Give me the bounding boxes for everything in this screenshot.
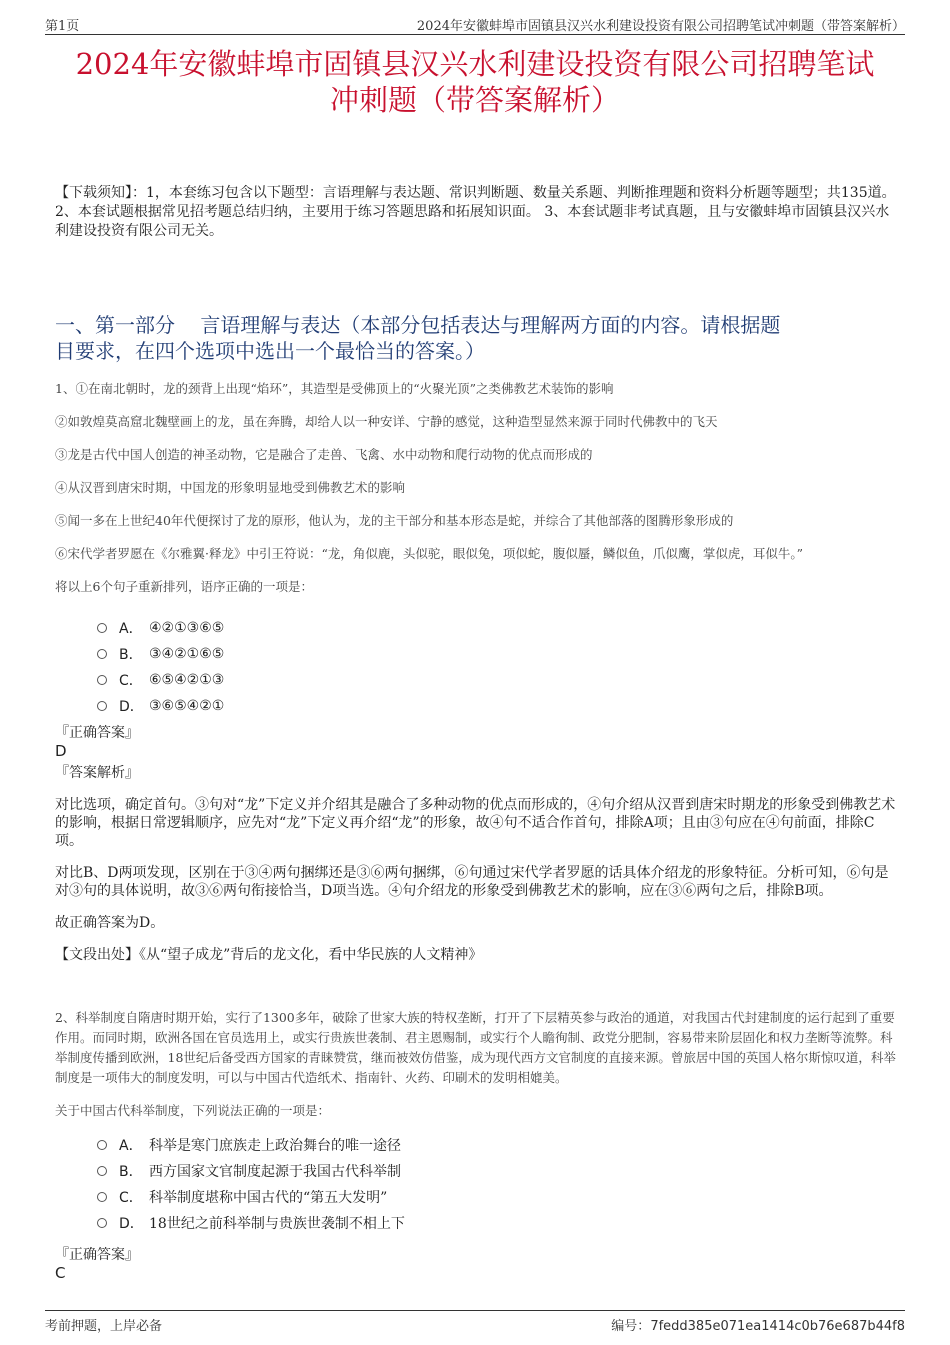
q1-sentence-5: ⑤闻一多在上世纪40年代便探讨了龙的原形，他认为，龙的主干部分和基本形态是蛇，并综合了其他部落的图腾形象形成的: [55, 513, 734, 528]
option-text: ③⑥⑤④②①: [149, 698, 225, 714]
radio-icon[interactable]: [97, 1166, 107, 1176]
q2-answer: C: [55, 1263, 66, 1282]
section-heading: [55, 312, 902, 364]
q1-analysis-label: 『答案解析』: [55, 765, 139, 781]
q1-source: 【文段出处】《从“望子成龙”背后的龙文化，看中华民族的人文精神》: [55, 947, 483, 963]
radio-icon[interactable]: [97, 1140, 107, 1150]
q1-sentence-2: ②如敦煌莫高窟北魏壁画上的龙，虽在奔腾，却给人以一种安详、宁静的感觉，这种造型显然来源于同时代佛教中的飞天: [55, 414, 718, 429]
option-text: 西方国家文官制度起源于我国古代科举制: [149, 1163, 401, 1180]
q1-analysis-para-3: 故正确答案为D。: [55, 915, 165, 931]
section-heading-line-2: 目要求，在四个选项中选出一个最恰当的答案。）: [55, 339, 485, 363]
option-letter: A．: [119, 621, 143, 637]
q2-option-a[interactable]: [97, 1132, 902, 1158]
title-line-1: 2024年安徽蚌埠市固镇县汉兴水利建设投资有限公司招聘笔试: [75, 47, 875, 81]
radio-icon[interactable]: [97, 623, 107, 633]
option-text: 18世纪之前科举制与贵族世袭制不相上下: [149, 1215, 405, 1232]
q1-option-c[interactable]: [97, 667, 902, 693]
footer-code-value: 7fedd385e071ea1414c0b76e687b44f8: [650, 1319, 905, 1334]
option-letter: D．: [119, 699, 144, 715]
q1-sentence-1: 1、①在南北朝时，龙的颈背上出现“焰环”，其造型是受佛顶上的“火聚光顶”之类佛教艺术装饰的影响: [55, 381, 614, 396]
q1-analysis-para-2: 对比B、D两项发现，区别在于③④两句捆绑还是③⑥两句捆绑，⑥句通过宋代学者罗愿的话具体介绍龙的形象特征。分析可知，⑥句是对③句的具体说明，故③⑥两句衔接恰当，D项当选。④句介绍龙的形象受到佛教艺术的影响，应在③⑥两句之后，排除B项。: [55, 865, 889, 899]
footer-code: [611, 1315, 905, 1334]
q1-option-d[interactable]: [97, 693, 902, 719]
q2-option-c[interactable]: [97, 1184, 902, 1210]
title-line-2: 冲刺题（带答案解析）: [329, 83, 620, 117]
page-number: 第1页: [45, 19, 80, 34]
download-notice: 【下载须知】：1，本套练习包含以下题型：言语理解与表达题、常识判断题、数量关系题、判断推理题和资料分析题等题型；共135道。 2、本套试题根据常见招考题总结归纳，主要用于练习答题思路和拓展知识面。 3、本套试题非考试真题，且与安徽蚌埠市固镇县汉兴水利建设投资有限公司无关。: [55, 185, 896, 239]
option-letter: B．: [119, 647, 143, 663]
page-header: [45, 12, 905, 35]
option-letter: B．: [119, 1163, 143, 1180]
q2-answer-section: [55, 1246, 902, 1282]
q1-options: [97, 615, 902, 719]
q2-answer-label: 『正确答案』: [55, 1246, 139, 1263]
question-1: [55, 380, 902, 719]
q1-option-b[interactable]: [97, 641, 902, 667]
footer-slogan: 考前押题，上岸必备: [45, 1319, 163, 1334]
option-text: ③④②①⑥⑤: [149, 646, 225, 662]
option-letter: A．: [119, 1137, 143, 1154]
radio-icon[interactable]: [97, 675, 107, 685]
option-letter: C．: [119, 673, 143, 689]
footer-code-label: 编号：: [611, 1319, 651, 1334]
q1-answer-label: 『正确答案』: [55, 725, 139, 741]
q2-option-b[interactable]: [97, 1158, 902, 1184]
q2-option-d[interactable]: [97, 1210, 902, 1236]
q2-paragraph: 2、科举制度自隋唐时期开始，实行了1300多年，破除了世家大族的特权垄断，打开了下层精英参与政治的通道，对我国古代封建制度的运行起到了重要作用。而同时期，欧洲各国在官员选用上，或实行贵族世袭制、君主恩赐制，或实行个人瞻徇制、政党分肥制，容易带来阶层固化和权力垄断等流弊。科举制度传播到欧洲，18世纪后备受西方国家的青睐赞赏，继而被效仿借鉴，成为现代西方文官制度的直接来源。曾旅居中国的英国人格尔斯惊叹道，科举制度是一项伟大的制度发明，可以与中国古代造纸术、指南针、火药、印刷术的发明相媲美。: [55, 1010, 896, 1085]
option-text: 科举制度堪称中国古代的“第五大发明”: [149, 1189, 388, 1206]
radio-icon[interactable]: [97, 1218, 107, 1228]
q1-analysis-para-1: 对比选项，确定首句。③句对“龙”下定义并介绍其是融合了多种动物的优点而形成的，④句介绍从汉晋到唐宋时期龙的形象受到佛教艺术的影响，根据日常逻辑顺序，应先对“龙”下定义再介绍“龙”的形象，故④句不适合作首句，排除A项；且由③句应在④句前面，排除C项。: [55, 797, 896, 849]
option-letter: D．: [119, 1215, 144, 1232]
q1-stem: 将以上6个句子重新排列，语序正确的一项是：: [55, 579, 313, 594]
option-text: ④②①③⑥⑤: [149, 620, 225, 636]
q1-analysis: [55, 796, 902, 964]
q2-options: [97, 1132, 902, 1236]
q2-stem: 关于中国古代科举制度，下列说法正确的一项是：: [55, 1103, 331, 1118]
page-footer: [45, 1310, 905, 1333]
radio-icon[interactable]: [97, 649, 107, 659]
section-heading-line-1: 一、第一部分 言语理解与表达（本部分包括表达与理解两方面的内容。请根据题: [55, 313, 781, 337]
document-title: [50, 46, 900, 118]
question-2: [55, 1008, 902, 1282]
radio-icon[interactable]: [97, 1192, 107, 1202]
option-text: 科举是寒门庶族走上政治舞台的唯一途径: [149, 1137, 401, 1154]
option-letter: C．: [119, 1189, 143, 1206]
q1-sentence-4: ④从汉晋到唐宋时期，中国龙的形象明显地受到佛教艺术的影响: [55, 480, 406, 495]
q1-answer-section: [55, 724, 902, 978]
q1-option-a[interactable]: [97, 615, 902, 641]
option-text: ⑥⑤④②①③: [149, 672, 225, 688]
q1-sentence-6: ⑥宋代学者罗愿在《尔雅翼·释龙》中引王符说：“龙，角似鹿，头似驼，眼似兔，项似蛇，腹似蜃，鳞似鱼，爪似鹰，掌似虎，耳似牛。”: [55, 546, 804, 561]
q1-sentence-3: ③龙是古代中国人创造的神圣动物，它是融合了走兽、飞禽、水中动物和爬行动物的优点而形成的: [55, 447, 593, 462]
radio-icon[interactable]: [97, 701, 107, 711]
header-doc-title: 2024年安徽蚌埠市固镇县汉兴水利建设投资有限公司招聘笔试冲刺题（带答案解析）: [416, 19, 905, 34]
q1-answer: D: [55, 742, 67, 760]
